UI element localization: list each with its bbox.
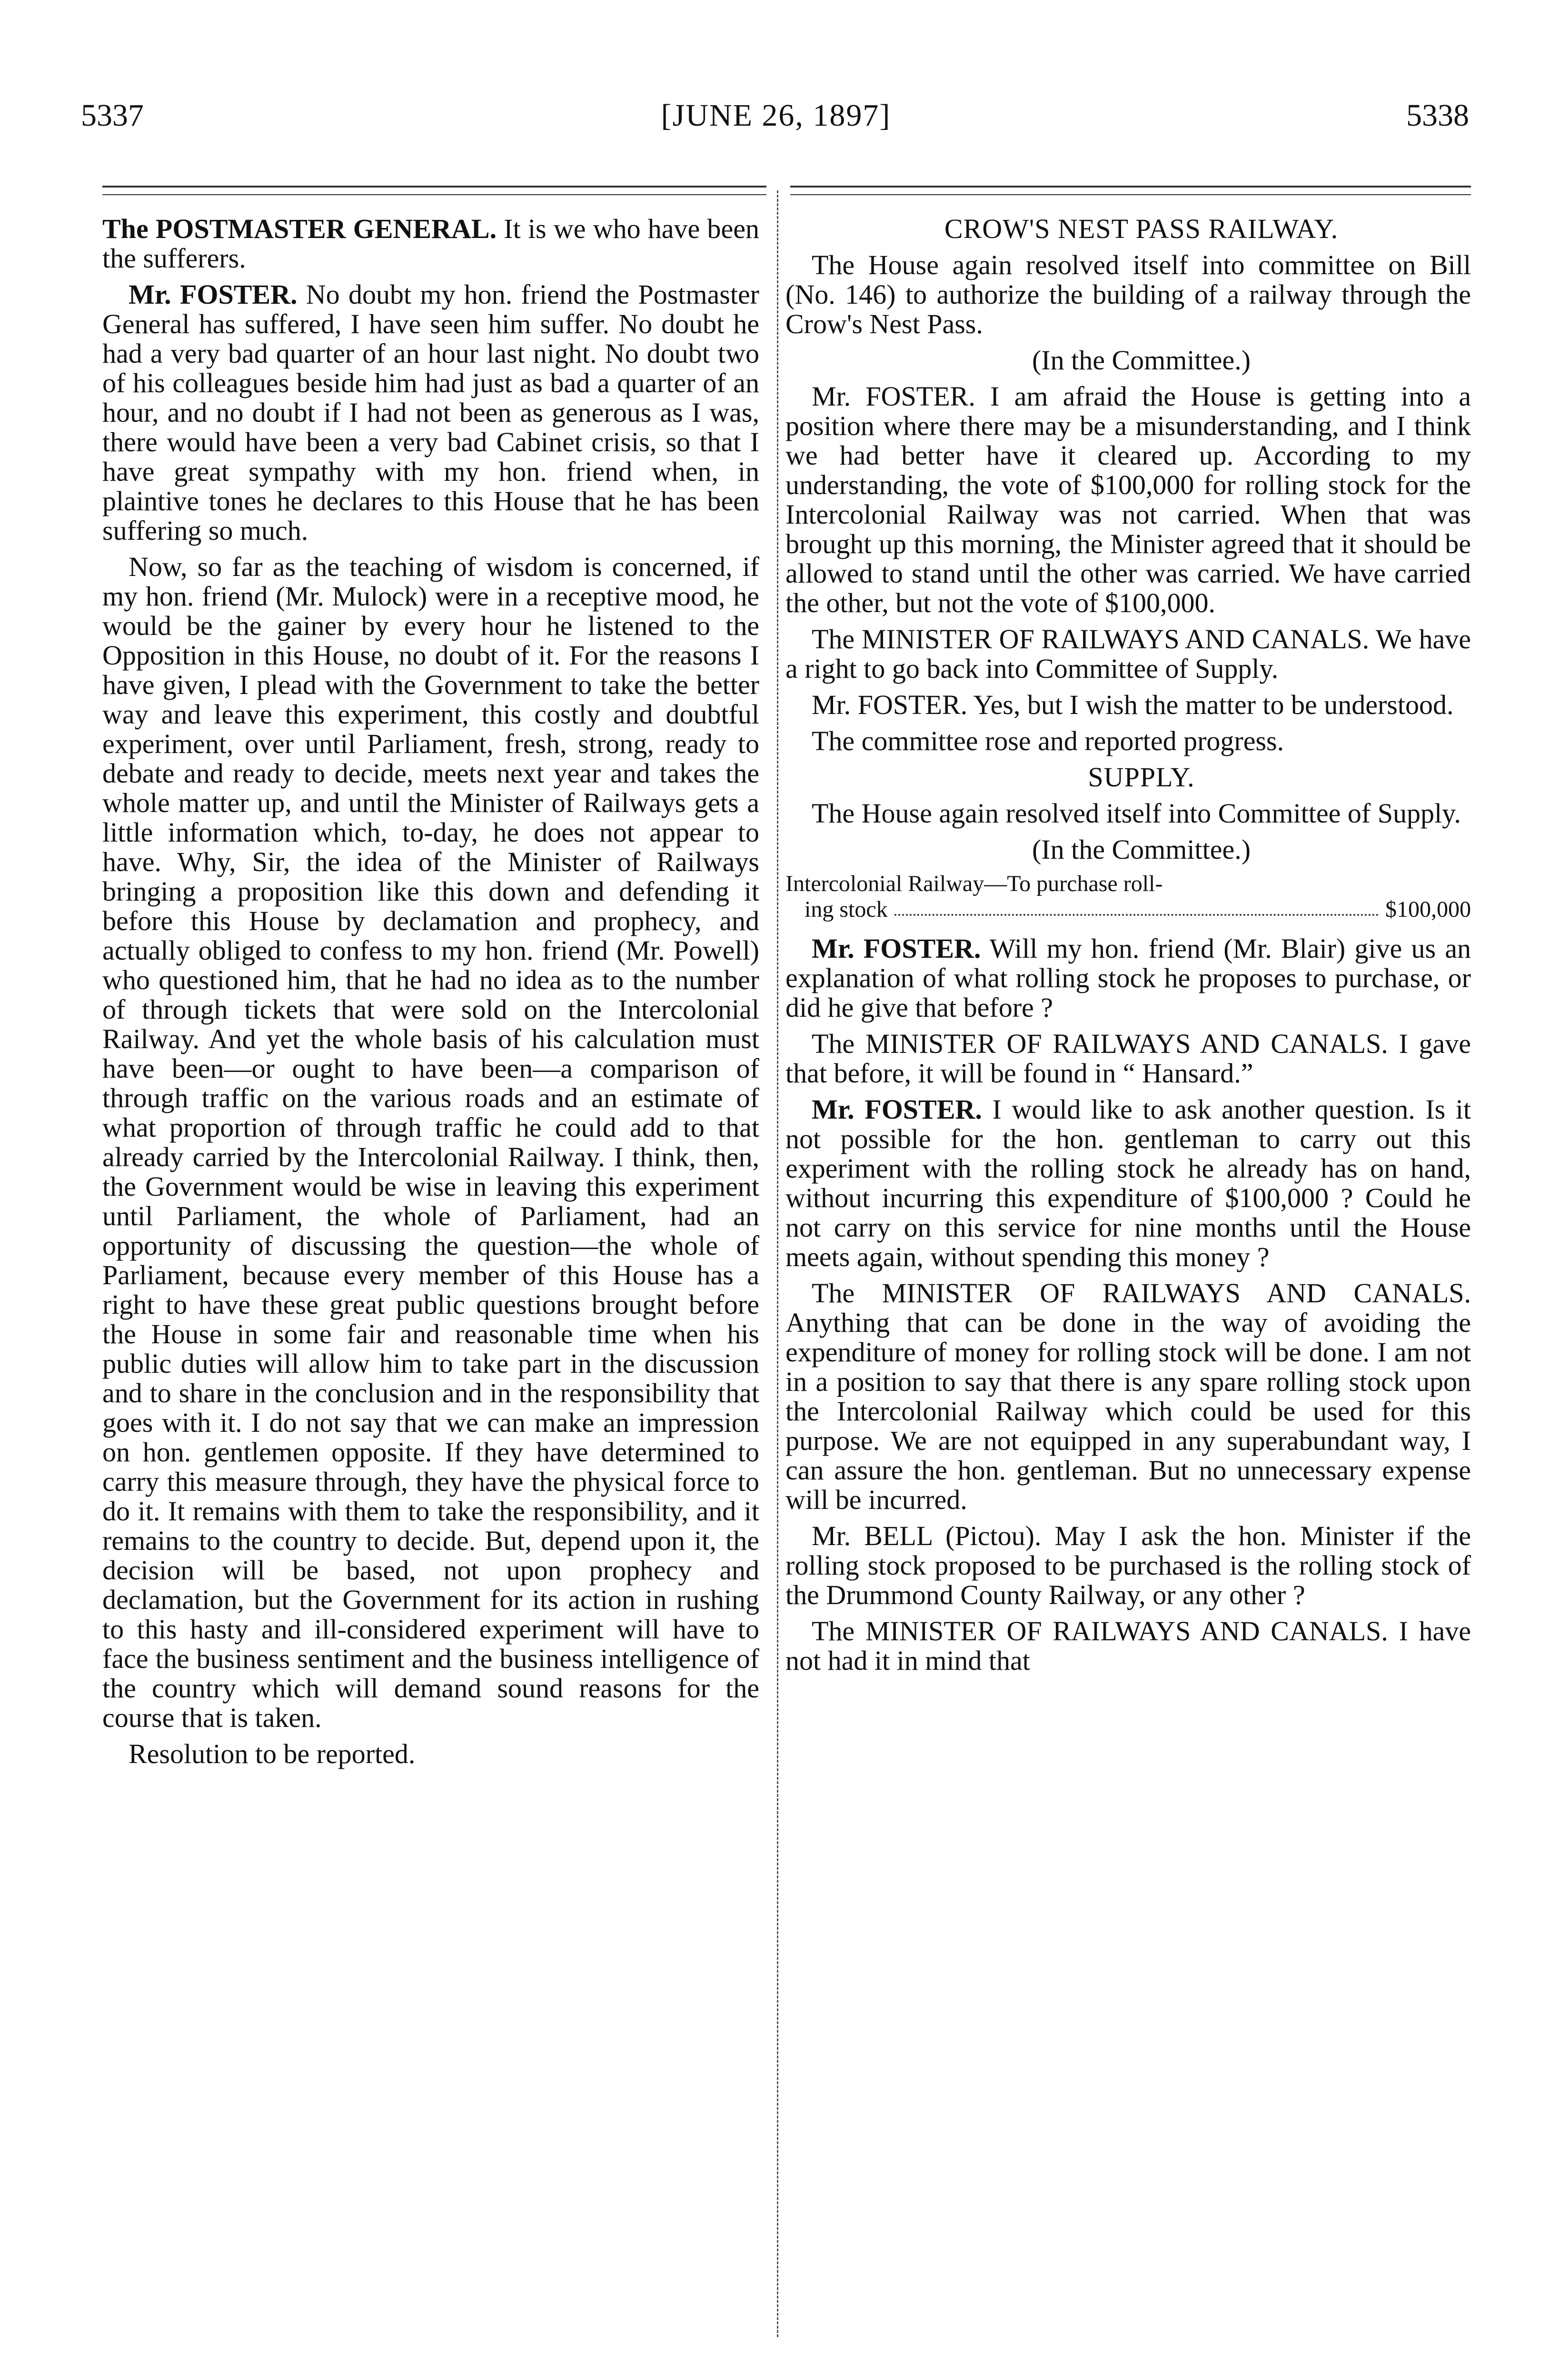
speech-text: I gave that before, it will be found in “ Hansard.” [785,1028,1471,1089]
page-header [0,98,1550,140]
speaker-name: Mr. FOSTER. [129,279,298,310]
right-paragraph-6: The House again resolved itself into Committee of Supply. [812,798,1461,829]
speech-text: We have a right to go back into Committee of Supply. [785,624,1471,684]
header-rule-right [790,186,1471,188]
speaker-name: Mr. FOSTER. [812,381,975,412]
left-page-number: 5337 [81,98,144,133]
right-paragraph-3 [785,625,1471,684]
right-page-number: 5338 [1406,98,1469,133]
section-heading-crows-nest: CROW'S NEST PASS RAILWAY. [944,213,1339,244]
right-paragraph-5: The committee rose and reported progress. [812,725,1284,756]
speaker-name: Mr. FOSTER. [812,1094,982,1125]
right-column [785,214,1471,1682]
speaker-name: The MINISTER OF RAILWAYS AND CANALS. [812,1278,1471,1309]
speaker-name: The POSTMASTER GENERAL. [102,213,497,244]
section-heading-supply: SUPPLY. [1088,762,1195,793]
right-paragraph-10 [785,1279,1471,1515]
left-column [102,214,759,1775]
speaker-name: Mr. FOSTER. [812,689,968,720]
in-committee-note-1: (In the Committee.) [1032,345,1251,376]
supply-vote-item [785,871,1471,922]
resolution-note: Resolution to be reported. [129,1738,416,1769]
speech-text: Will my hon. friend (Mr. Blair) give us an explanation of what rolling stock he proposes to purchase, or did he give that before ? [785,933,1471,1023]
supply-item-amount: $100,000 [1385,897,1471,922]
header-rule-right-thin [790,194,1471,195]
left-paragraph-3: Now, so far as the teaching of wisdom is concerned, if my hon. friend (Mr. Mulock) were in a receptive mood, he would be the gainer by every hour he listened to the Opposition in this House, no doubt of it. For the reasons I have given, I plead with the Government to take the better way and leave this experiment, this costly and doubtful experiment, over until Parliament, fresh, strong, ready to debate and ready to decide, meets next year and takes the whole matter up, and until the Minister of Railways gets a little information which, to-day, he does not appear to have. Why, Sir, the idea of the Minister of Railways bringing a proposition like this down and defending it before this House by declamation and prophecy, and actually obliged to confess to my hon. friend (Mr. Powell) who questioned him, that he had no idea as to the number of through tickets that were sold on the Intercolonial Railway. And yet the whole basis of his calculation must have been—or ought to have been—a comparison of through traffic on the various roads and an estimate of what proportion of through traffic he could add to that already carried by the Intercolonial Railway. I think, then, the Government would be wise in leaving this experiment until Parliament, the whole of Parliament, had an opportunity of discussing the question—the whole of Parliament, because every member of this House has a right to have these great public questions brought before the House in some fair and reasonable time when his public duties will allow him to take part in the discussion and to share in the conclusion and in the responsibility that goes with it. I do not say that we can make an impression on hon. gentlemen opposite. If they have determined to carry this measure through, they have the physical force to do it. It remains with them to take the responsibility, and it remains to the country to decide. But, depend upon it, the decision will be based, not upon prophecy and declamation, but the Government for its action in rushing to this hasty and ill-considered experiment will have to face the business sentiment and the business intelligence of the country which will demand sound reasons for the course that is taken. [102,551,759,1733]
header-rule-left [102,186,766,188]
speech-text: I am afraid the House is getting into a position where there may be a misunderstanding, and I think we had better have it cleared up. According to my understanding, the vote of $100,000 for rolling stock for the Intercolonial Railway was not carried. When that was brought up this morning, the Minister agreed that it should be allowed to stand until the other was carried. We have carried the other, but not the vote of $100,000. [785,381,1471,618]
in-committee-note-2: (In the Committee.) [1032,834,1251,865]
speech-text: It is we who have been the sufferers. [102,213,759,274]
page-date-title: [JUNE 26, 1897] [661,98,891,133]
column-divider [777,190,778,2337]
right-paragraph-9 [785,1095,1471,1272]
left-paragraph-1 [102,214,759,273]
speech-text: I have not had it in mind that [785,1616,1471,1676]
right-paragraph-12 [785,1616,1471,1676]
right-paragraph-2 [785,382,1471,618]
right-paragraph-8 [785,1029,1471,1088]
speech-text: No doubt my hon. friend the Postmaster General has suffered, I have seen him suffer. No doubt he had a very bad quarter of an hour last night. No doubt two of his colleagues beside him had just as bad a quarter of an hour, and no doubt if I had not been as generous as I was, there would have been a very bad Cabinet crisis, so that I have great sympathy with my hon. friend when, in plaintive tones he declares to this House that he has been suffering so much. [102,279,759,546]
right-paragraph-4 [785,690,1471,720]
speech-text: Anything that can be done in the way of avoiding the expenditure of money for rolling stock will be done. I am not in a position to say that there is any spare rolling stock upon the Intercolonial Railway which could be used for this purpose. We are not equipped in any superabundant way, I can assure the hon. gentleman. But no unnecessary expense will be incurred. [785,1307,1471,1515]
speaker-name: Mr. FOSTER. [812,933,981,964]
supply-item-row [785,897,1471,922]
dot-leader [894,897,1379,916]
header-rule-left-thin [102,194,766,195]
speech-text: Yes, but I wish the matter to be understood. [967,689,1454,720]
speech-text: I would like to ask another question. Is it not possible for the hon. gentleman to carry out this experiment with the rolling stock he already has on hand, without incurring this expenditure of $100,000 ? Could he not carry on this service for nine months until the House meets again, without spending this money ? [785,1094,1471,1272]
right-paragraph-1: The House again resolved itself into committee on Bill (No. 146) to authorize the building of a railway through the Crow's Nest Pass. [785,249,1471,339]
supply-item-desc: Intercolonial Railway—To purchase roll- [785,871,1163,896]
speaker-name: The MINISTER OF RAILWAYS AND CANALS. [812,1028,1388,1059]
supply-item-desc-cont: ing stock [805,897,888,922]
left-paragraph-2 [102,280,759,545]
speaker-name: The MINISTER OF RAILWAYS AND CANALS. [812,1616,1388,1646]
right-paragraph-7 [785,934,1471,1022]
speech-text: May I ask the hon. Minister if the rolling stock proposed to be purchased is the rolling stock of the Drummond County Railway, or any other ? [785,1520,1471,1610]
speaker-name: Mr. BELL (Pictou). [812,1520,1042,1551]
right-paragraph-11 [785,1521,1471,1610]
speaker-name: The MINISTER OF RAILWAYS AND CANALS. [812,624,1370,654]
